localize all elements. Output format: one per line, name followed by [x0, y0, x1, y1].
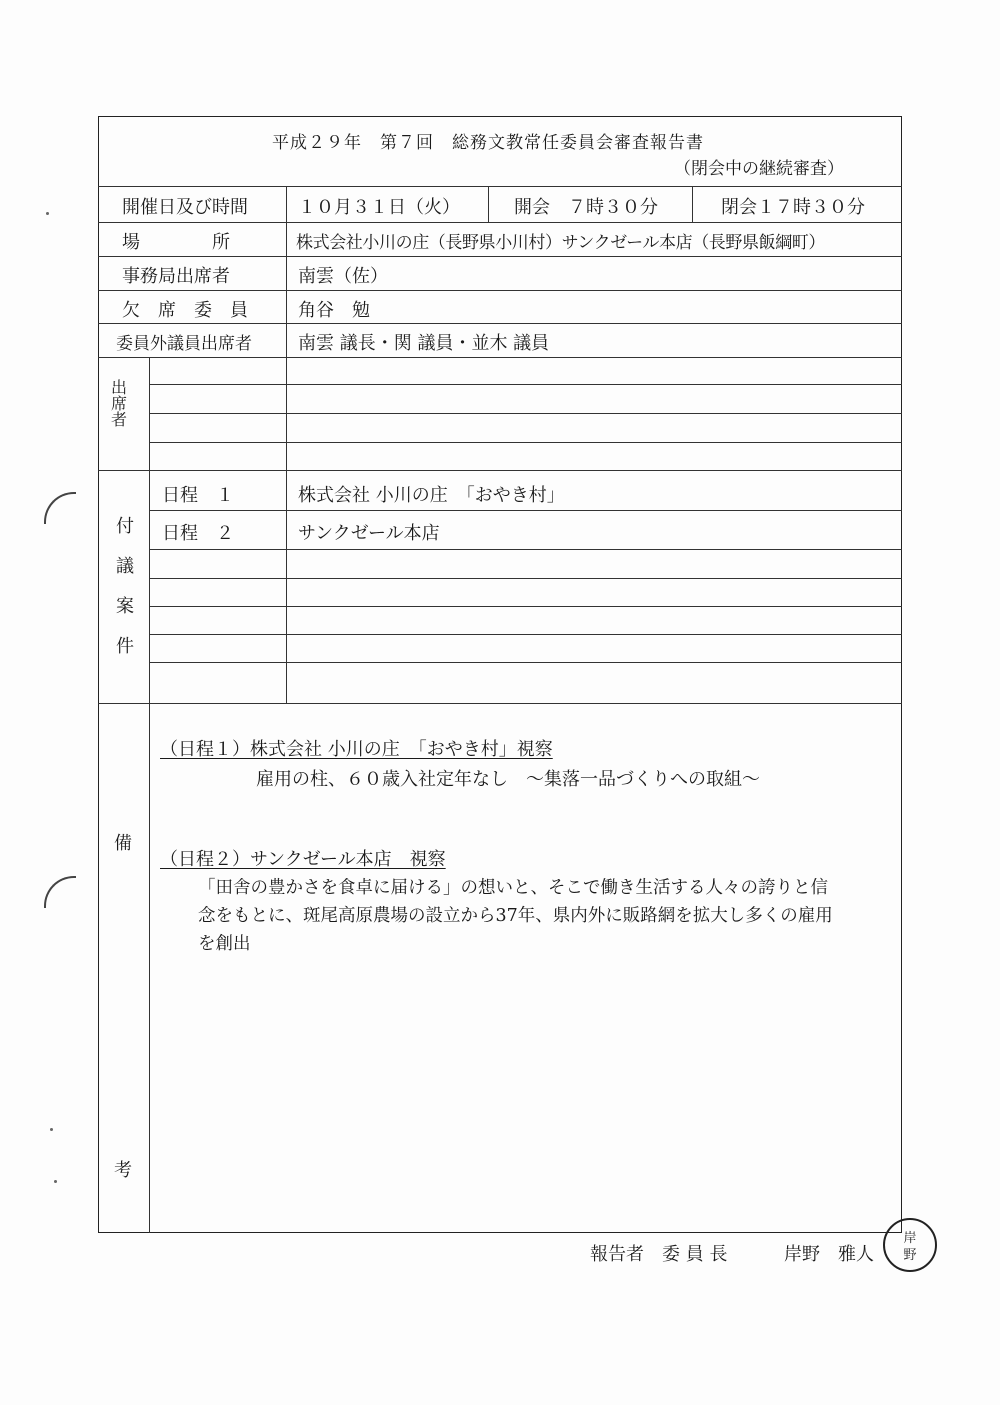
- seal-stamp-char: 岸: [903, 1231, 917, 1246]
- agenda-day-2: 日程 ２: [162, 523, 234, 544]
- secretariat-value: 南雲（佐）: [298, 266, 388, 287]
- remarks-item2-line: を創出: [198, 934, 251, 954]
- datetime-label: 開催日及び時間: [122, 197, 248, 218]
- report-subtitle: （閉会中の継続審査）: [674, 159, 844, 179]
- remarks-item1-heading: （日程１）株式会社 小川の庄 「おやき村」視察: [160, 739, 553, 760]
- scan-speck: [50, 1128, 53, 1131]
- agenda-label: [114, 518, 136, 678]
- attendees-label: [108, 380, 130, 428]
- meeting-date: １０月３１日（火）: [298, 197, 460, 218]
- meeting-close-time: 閉会１７時３０分: [721, 197, 865, 218]
- meeting-open-time: 開会 ７時３０分: [514, 197, 658, 218]
- punch-hole: [44, 492, 76, 524]
- other-members-value: 南雲 議長・関 議員・並木 議員: [298, 333, 550, 354]
- remarks-label-top: 備: [114, 833, 132, 854]
- remarks-item1-line: 雇用の柱、６０歳入社定年なし ～集落一品づくりへの取組～: [256, 769, 760, 790]
- agenda-desc-1: 株式会社 小川の庄 「おやき村」: [298, 485, 565, 506]
- place-value: 株式会社小川の庄（長野県小川村）サンクゼール本店（長野県飯綱町）: [296, 233, 825, 253]
- agenda-label-char: 案: [116, 596, 134, 617]
- remarks-item2-heading: （日程２）サンクゼール本店 視察: [160, 849, 446, 870]
- reporter-name: 岸野 雅人: [784, 1244, 874, 1265]
- scan-speck: [54, 1180, 57, 1183]
- scan-speck: [46, 212, 49, 215]
- attendees-label-char: 出: [110, 378, 127, 397]
- agenda-label-char: 議: [116, 556, 134, 577]
- place-label: 場 所: [122, 232, 230, 253]
- remarks-item2-line: 「田舎の豊かさを食卓に届ける」の想いと、そこで働き生活する人々の誇りと信: [198, 878, 828, 898]
- other-members-label: 委員外議員出席者: [116, 334, 252, 354]
- remarks-item2-line: 念をもとに、斑尾高原農場の設立から37年、県内外に販路網を拡大し多くの雇用: [198, 906, 833, 926]
- agenda-desc-2: サンクゼール本店: [298, 523, 440, 544]
- agenda-label-char: 付: [116, 516, 134, 537]
- absent-label: 欠 席 委 員: [122, 300, 248, 321]
- report-title: 平成２９年 第７回 総務文教常任委員会審査報告書: [272, 133, 704, 153]
- agenda-day-1: 日程 １: [162, 485, 234, 506]
- reporter-label: 報告者 委 員 長: [590, 1244, 728, 1265]
- remarks-label-bottom: 考: [114, 1160, 132, 1181]
- seal-stamp-char: 野: [903, 1248, 917, 1263]
- seal-stamp: [883, 1218, 937, 1272]
- attendees-label-char: 席: [110, 394, 127, 413]
- absent-value: 角谷 勉: [298, 300, 370, 321]
- punch-hole: [44, 876, 76, 908]
- agenda-label-char: 件: [116, 636, 134, 657]
- secretariat-label: 事務局出席者: [122, 266, 230, 287]
- attendees-label-char: 者: [110, 410, 127, 429]
